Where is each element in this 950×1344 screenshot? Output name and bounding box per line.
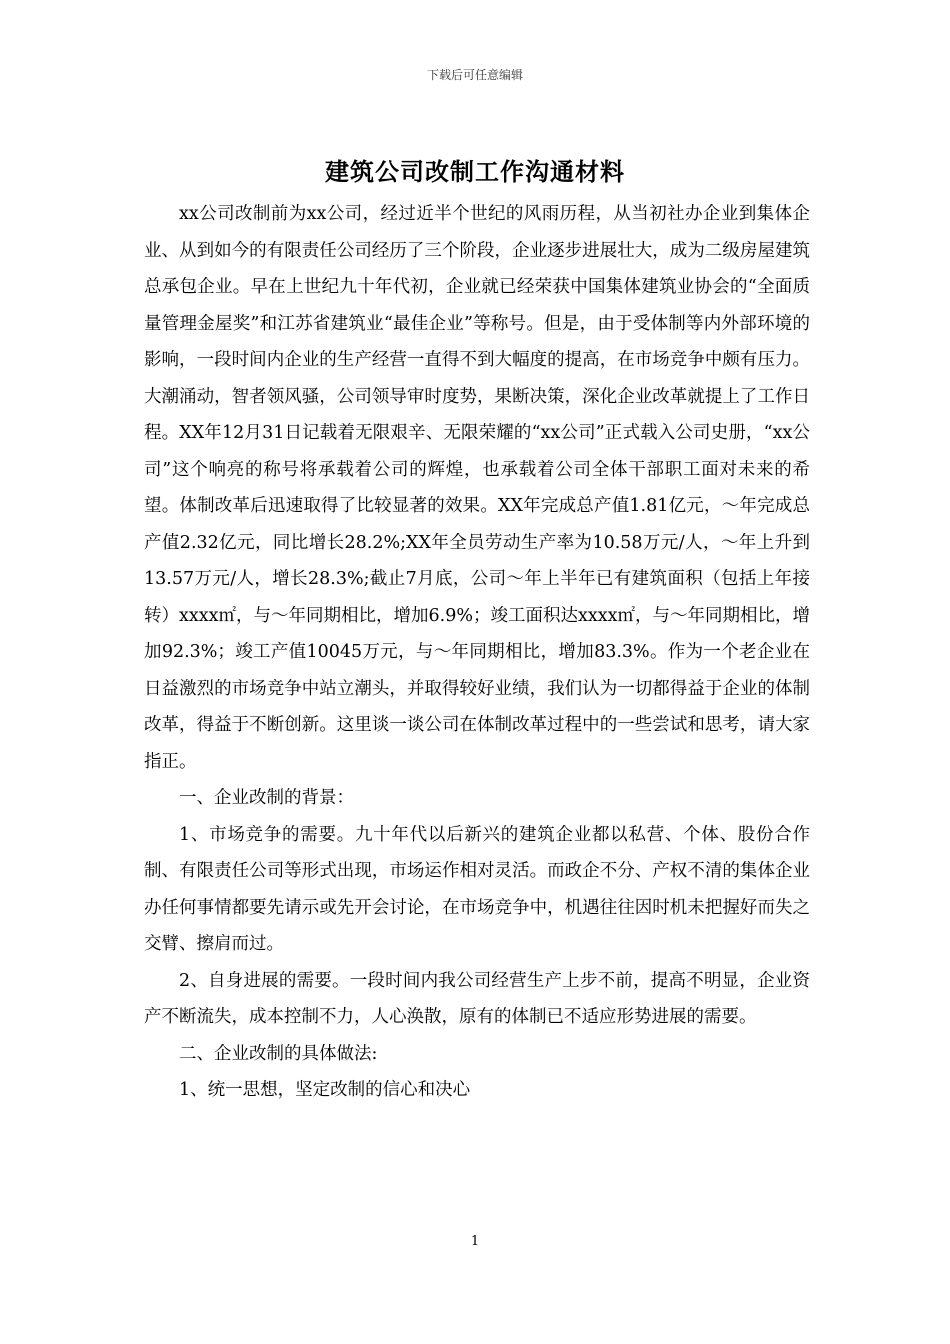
page-number: 1 [470,1234,480,1249]
background-item-market-competition: 1、市场竞争的需要。九十年代以后新兴的建筑企业都以私营、个体、股份合作制、有限责任公司等形式出现，市场运作相对灵活。而政企不分、产权不清的集体企业办任何事情都要先请示或先开会讨论，在市场竞争中，机遇往往因时机未把握好而失之交臂、擦肩而过。 [144,824,810,954]
section-heading-practices: 二、企业改制的具体做法: [179,1043,378,1064]
section-heading-background: 一、企业改制的背景： [179,788,354,808]
page-header-note: 下载后可任意编辑 [426,68,523,82]
intro-paragraph: xx公司改制前为xx公司，经过近半个世纪的风雨历程，从当初社办企业到集体企业、从到如今的有限责任公司经历了三个阶段，企业逐步进展壮大，成为二级房屋建筑总承包企业。早在上世纪九十年代初，企业就已经荣获中国集体建筑业协会的“全面质量管理金屋奖”和江苏省建筑业“最佳企业”等称号。但是，由于受体制等内外部环境的影响，一段时间内企业的生产经营一直得不到大幅度的提高，在市场竞争中颇有压力。大潮涌动，智者领风骚，公司领导审时度势，果断决策，深化企业改革就提上了工作日程。XX年12月31日记载着无限艰辛、无限荣耀的“xx公司”正式载入公司史册，“xx公司”这个响亮的称号将承载着公司的辉煌，也承载着公司全体干部职工面对未来的希望。体制改革后迅速取得了比较显著的效果。XX年完成总产值1.81亿元，～年完成总产值2.32亿元，同比增长28.2%;XX年全员劳动生产率为10.58万元/人，～年上升到13.57万元/人，增长28.3%;截止7月底，公司～年上半年已有建筑面积（包括上年接转）xxxx㎡，与～年同期相比，增加6.9%；竣工面积达xxxx㎡，与～年同期相比，增加92.3%；竣工产值10045万元，与～年同期相比，增加83.3%。作为一个老企业在日益激烈的市场竞争中站立潮头，并取得较好业绩，我们认为一切都得益于企业的体制改革，得益于不断创新。这里谈一谈公司在体制改革过程中的一些尝试和思考，请大家指正。 [144,204,810,772]
document-body [144,196,810,1109]
practice-item-unify-thinking: 1、统一思想，坚定改制的信心和决心 [179,1080,471,1100]
background-item-self-development: 2、自身进展的需要。一段时间内我公司经营生产上步不前，提高不明显，企业资产不断流失，成本控制不力，人心涣散，原有的体制已不适应形势进展的需要。 [144,970,810,1027]
document-title: 建筑公司改制工作沟通材料 [325,157,625,186]
